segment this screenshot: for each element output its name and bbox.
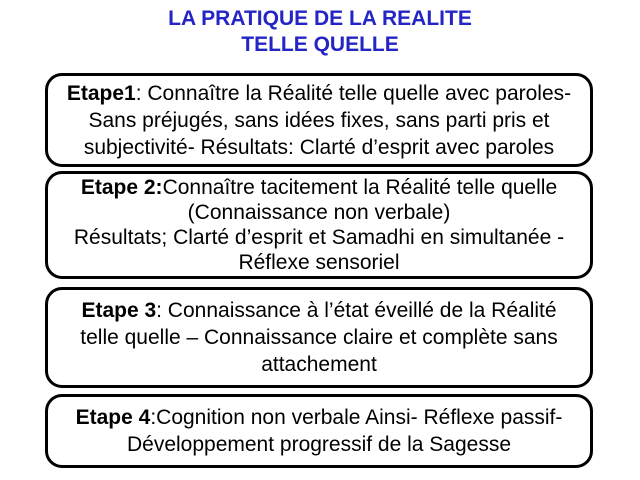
etape-1-line1	[48, 80, 590, 107]
etape-2-line4: Réflexe sensoriel	[238, 251, 400, 274]
etape-3-line2: telle quelle – Connaissance claire et complète sans	[80, 326, 558, 349]
etape-1-line2: Sans préjugés, sans idées fixes, sans parti pris et	[88, 108, 550, 132]
etape-4-line1	[48, 404, 590, 431]
etape-3-line3: attachement	[261, 353, 377, 376]
etape-3-line1	[48, 297, 590, 324]
etape-1-line1-rest: : Connaître la Réalité telle quelle avec paroles-	[135, 81, 572, 105]
etape-4-label: Etape 4	[75, 406, 151, 429]
etape-2-line2: (Connaissance non verbale)	[187, 201, 451, 224]
etape-2-line1	[48, 175, 590, 200]
etape-2-box	[45, 171, 593, 279]
etape-3-box	[45, 287, 593, 388]
etape-3-label: Etape 3	[81, 299, 157, 322]
etape-2-line3: Résultats; Clarté d’esprit et Samadhi en simultanée -	[73, 226, 565, 249]
etape-3-text	[48, 297, 590, 378]
slide-title-line2: TELLE QUELLE	[241, 33, 399, 56]
slide-title-line1: LA PRATIQUE DE LA REALITE	[168, 7, 472, 30]
etape-4-text	[48, 404, 590, 458]
etape-1-label: Etape1	[66, 81, 136, 105]
etape-4-box	[45, 394, 593, 468]
etape-4-line1-rest: :Cognition non verbale Ainsi- Réflexe passif-	[150, 406, 563, 429]
etape-4-line2: Développement progressif de la Sagesse	[126, 433, 512, 456]
etape-1-text	[48, 80, 590, 161]
etape-2-label: Etape 2:	[80, 176, 163, 199]
slide-title	[0, 6, 640, 58]
etape-1-box	[45, 73, 593, 167]
etape-3-line1-rest: : Connaissance à l’état éveillé de la Réalité	[156, 299, 557, 322]
etape-2-line1-rest: Connaître tacitement la Réalité telle quelle	[162, 176, 558, 199]
etape-1-line3: subjectivité- Résultats: Clarté d’esprit avec paroles	[83, 135, 555, 159]
etape-2-text	[48, 175, 590, 275]
